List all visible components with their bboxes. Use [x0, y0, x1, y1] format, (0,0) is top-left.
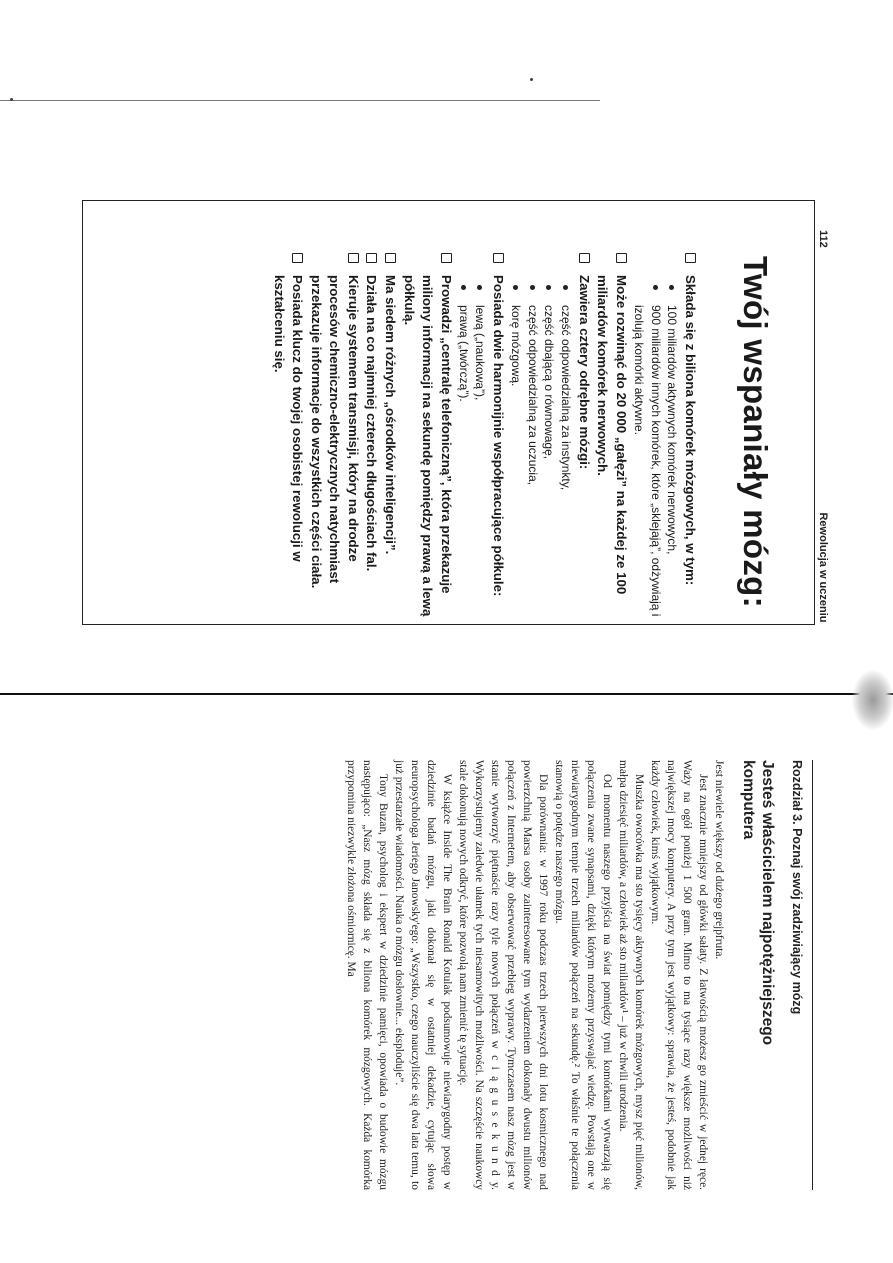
sub-item-text: część odpowiedzialną za uczucia,	[525, 305, 540, 486]
list-item	[507, 253, 593, 623]
list-item-text: Posiada klucz do twojej osobistej rewolucji w kształceniu się.	[271, 275, 306, 562]
sub-item-text: część dbającą o równowagę,	[542, 305, 557, 460]
body-paragraph: Dla porównania: w 1997 roku podczas trzech pierwszych dni lotu kosmicznego nad powierzchnią Marsa osoby zainteresowane tym wydarzeniem dokonały dwustu milionów połączeń z Internetem, aby obserwować przebieg wyprawy. Tymczasem nasz mózg jest w stanie wytworzyć piętnaście razy tyle nowych połączeń w c i ą g u s e k u n d y. Wykorzystujemy zaledwie ułamek tych niesamowitych możliwości. Na szczęście naukowcy stale dokonują nowych odkryć, które pozwolą nam zmienić tę sytuację.	[457, 760, 549, 1190]
bullet-icon	[477, 285, 482, 290]
bullet-icon	[530, 285, 535, 290]
bullet-icon	[513, 285, 518, 290]
sub-item	[630, 275, 664, 623]
checkbox-icon	[493, 253, 504, 263]
bullet-icon	[653, 285, 658, 290]
list-item	[269, 253, 306, 623]
body-paragraph: Tony Buzan, psycholog i ekspert w dziedzinie pamięci, opowiada o budowie mózgu następująco: „Nasz mózg składa się z biliona komórek mózgowych. Każda komórka przypomina niezwykle złożona ośmiornicę. Ma	[345, 760, 389, 1190]
list-item-text: Prowadzi „centralę telefoniczną”, która przekazuje miliony informacji na sekundę pomiędzy prawą a lewą półkulą.	[401, 275, 454, 617]
list-item	[630, 253, 699, 623]
list-item	[399, 253, 455, 623]
list-item-text: Kieruje systemem transmisji, który na drodze procesów chemiczno-elektrycznych natychmiast przekazuje informacje do wszystkich części ciała.	[308, 275, 361, 589]
list-item-text: Składa się z biliona komórek mózgowych, w tym:	[683, 275, 698, 586]
checkbox-list	[269, 253, 699, 623]
sub-list	[455, 275, 489, 623]
sub-list	[630, 275, 680, 623]
checkbox-icon	[441, 253, 452, 263]
list-item-text: Zawiera cztery odrębne mózgi:	[576, 275, 592, 470]
body-paragraph: Muszka owocówka ma sto tysięcy aktywnych komórek mózgowych, mysz pięć milionów, małpa dziesięć miliardów, a człowiek aż sto miliardów¹ – już w chwili urodzenia.	[617, 760, 645, 1190]
body-column	[343, 760, 813, 1190]
checkbox-icon	[685, 253, 696, 263]
sub-item-text: 900 miliardów innych komórek, które „sklejają”, odżywiają i izolują komórki aktywne.	[631, 305, 663, 617]
brain-facts-box	[82, 200, 815, 625]
sub-item	[507, 275, 524, 623]
sub-item	[664, 275, 681, 623]
section-title: Jesteś właścicielem najpotężniejszego komputera	[740, 760, 776, 1046]
body-paragraph: Jest niewiele większy od dużego grejpfruta.	[713, 760, 725, 960]
list-item	[362, 253, 381, 623]
bullet-icon	[669, 285, 674, 290]
list-item-text: Ma siedem różnych „ośrodków inteligencji”.	[383, 275, 399, 555]
list-item-text: Posiada dwie harmonijnie współpracujące półkule:	[491, 275, 507, 597]
sub-item-text: lewą („naukową”),	[473, 305, 488, 401]
body-paragraph: Jest znacznie mniejszy od główki sałaty. Z łatwością możesz go zmieścić w jednej ręce. Waży na ogół poniżej 1 500 gram. Mimo to ma tysiące razy większe możliwości niż największej mocy komputery. A przy tym jest wyjątkowy: sprawia, że jesteś, podobnie jak każdy człowiek, kimś wyjątkowym.	[649, 760, 709, 1190]
page-number: 112	[817, 230, 829, 248]
body-paragraph: Od momentu naszego przyjścia na świat pomiędzy tymi komórkami wytwarzają się połączenia zwane synapsami, dzięki którym możemy przyswajać wiedzę. Powstają one w niewiarygodnym tempie trzech miliardów połączeń na sekundę.² To właśnie te połączenia stanowią o potędze naszego mózgu.	[553, 760, 613, 1190]
sub-item	[557, 275, 574, 623]
sub-item	[541, 275, 558, 623]
list-item-text: Działa na co najmniej czterech długościach fal.	[364, 275, 380, 572]
list-item	[380, 253, 399, 623]
checkbox-icon	[616, 253, 627, 263]
running-title: Rewolucja w uczeniu	[817, 512, 829, 623]
bullet-icon	[461, 285, 466, 290]
box-title: Twój wspaniały mózg:	[737, 256, 774, 608]
sub-item-text: korę mózgową.	[508, 305, 523, 387]
checkbox-icon	[579, 253, 590, 263]
sub-item-text: prawą („twórczą”).	[456, 305, 471, 402]
sub-item	[455, 275, 472, 623]
list-item	[455, 253, 507, 623]
sub-item	[472, 275, 489, 623]
bullet-icon	[563, 285, 568, 290]
checkbox-icon	[292, 253, 303, 263]
sub-list	[507, 275, 574, 623]
checkbox-icon	[348, 253, 359, 263]
sub-item	[524, 275, 541, 623]
body-paragraph: W książce Inside The Brain Ronald Kotulak podsumowuje niewiarygodny postęp w dziedzinie badań mózgu, jaki dokonał się w ostatniej dekadzie, cytując słowa neuropsychologa Jeriego Janowsky'ego: „Wszystko, czego nauczyliście się dwa lata temu, to już przestarzałe wiadomości. Nauka o mózgu dosłownie... eksploduje”.	[393, 760, 453, 1190]
checkbox-icon	[385, 253, 396, 263]
sub-item-text: 100 miliardów aktywnych komórek nerwowych,	[665, 305, 680, 555]
list-item	[593, 253, 630, 623]
list-item-text: Może rozwinąć do 20 000 „gałęzi” na każdej ze 100 miliardów komórek nerwowych.	[595, 275, 630, 595]
chapter-heading: Rozdział 3. Poznaj swój zadziwiający mózg	[789, 760, 813, 1190]
list-item	[306, 253, 362, 623]
sub-item-text: część odpowiedzialną za instynkty,	[559, 305, 574, 491]
bullet-icon	[546, 285, 551, 290]
checkbox-icon	[366, 253, 377, 263]
